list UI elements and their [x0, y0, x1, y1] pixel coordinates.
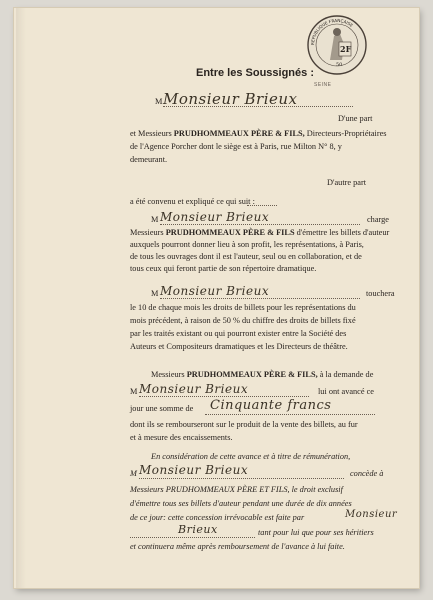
- para2-line3: mois précédent, à raison de 50 % du chiffre des droits de billets fixé: [130, 316, 356, 325]
- para1-prefix: M: [151, 215, 159, 224]
- para1-line3: auxquels pourront donner lieu à son profit, les représentations, à Paris,: [130, 240, 364, 249]
- amount-handwritten: Cinquante francs: [210, 398, 332, 413]
- para4-line1: En considération de cette avance et à titre de rémunération,: [151, 452, 351, 461]
- dautre-part: D'autre part: [327, 178, 367, 187]
- party2-line1: et Messieurs PRUDHOMMEAUX PÈRE & FILS, Directeurs-Propriétaires: [130, 129, 387, 138]
- para2-line2: le 10 de chaque mois les droits de billets pour les représentations du: [130, 303, 356, 312]
- para1-line4: de tous les ouvrages dont il est l'auteur, seul ou en collaboration, et de: [130, 252, 362, 261]
- para4-line3: Messieurs PRUDHOMMEAUX PÈRE ET FILS, le droit exclusif: [130, 485, 343, 494]
- para4-line6-post: tant pour lui que pour ses héritiers: [258, 528, 374, 537]
- party1-name: Monsieur Brieux: [163, 90, 298, 108]
- para4-line7: et continuera même après remboursement de l'avance à lui faite.: [130, 542, 345, 551]
- para4-name: Monsieur Brieux: [139, 463, 249, 477]
- para2-name: Monsieur Brieux: [160, 284, 270, 298]
- para3-post: lui ont avancé ce: [318, 387, 374, 396]
- para4-post: concède à: [350, 469, 384, 478]
- para4-prefix: M: [130, 469, 137, 478]
- para2-line5: Auteurs et Compositeurs dramatiques et les Directeurs de théâtre.: [130, 342, 348, 351]
- para2-fill-line: [160, 298, 360, 299]
- convenu-fill-line: [247, 205, 277, 206]
- para2-post: touchera: [366, 289, 395, 298]
- para2-line4: par les traités existant ou qui pourront exister entre la Société des: [130, 329, 347, 338]
- para3-line1: Messieurs PRUDHOMMEAUX PÈRE & FILS, à la demande de: [151, 370, 374, 379]
- para4-fill-line2: [130, 537, 255, 538]
- para1-fill-line: [160, 224, 360, 225]
- para4-fill-line: [139, 478, 344, 479]
- para1-name: Monsieur Brieux: [160, 210, 270, 224]
- para4-line4: d'émettre tous ses billets d'auteur pendant une durée de dix années: [130, 499, 352, 508]
- para3-line5: et à mesure des encaissements.: [130, 433, 233, 442]
- party2-line3: demeurant.: [130, 155, 168, 164]
- dune-part: D'une part: [338, 114, 373, 123]
- para3-line3-pre: jour une somme de: [130, 404, 194, 413]
- para1-line5: tous ceux qui feront partie de son répertoire dramatique.: [130, 264, 317, 273]
- stamp-text: REPUBLIQUE FRANÇAISE: [309, 17, 354, 46]
- para1-line2: Messieurs PRUDHOMMEAUX PÈRE & FILS d'émettre les billets d'auteur: [130, 228, 390, 237]
- para4-line5-pre: de ce jour: cette concession irrévocable est faite par: [130, 513, 305, 522]
- convenu-line: a été convenu et expliqué ce qui suit :: [130, 197, 255, 206]
- para4-line5-name: Monsieur: [345, 509, 398, 520]
- para4-name2: Brieux: [178, 523, 218, 536]
- page-fold-shadow: [16, 8, 26, 588]
- amount-fill-line: [205, 414, 375, 415]
- party1-prefix: M: [155, 97, 163, 106]
- tax-stamp: [306, 14, 368, 76]
- para2-prefix: M: [151, 289, 159, 298]
- stamp-value: 2F: [340, 44, 352, 54]
- stamp-cents: 50: [336, 62, 343, 68]
- stamp-footer: SEINE: [314, 82, 332, 88]
- party2-line2: de l'Agence Porcher dont le siège est à Paris, rue Milton N° 8, y: [130, 142, 342, 151]
- para3-line4: dont ils se rembourseront sur le produit de la vente des billets, au fur: [130, 420, 358, 429]
- para3-prefix: M: [130, 387, 138, 396]
- para3-fill-line: [139, 396, 309, 397]
- para1-post: charge: [367, 215, 389, 224]
- party1-fill-line: [163, 106, 353, 107]
- para3-name: Monsieur Brieux: [139, 382, 249, 396]
- document-heading: Entre les Soussignés :: [196, 67, 314, 79]
